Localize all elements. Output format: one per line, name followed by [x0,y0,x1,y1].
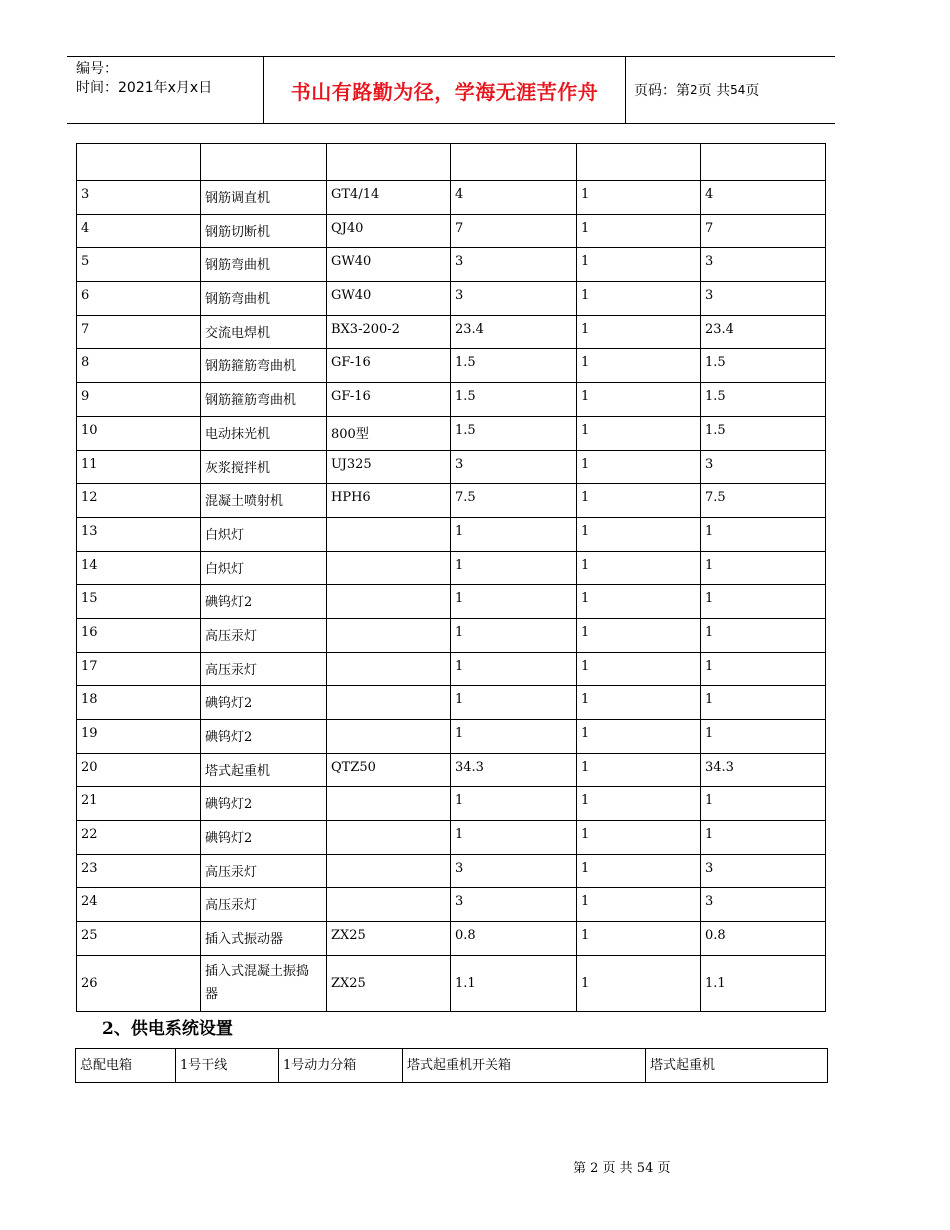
table-cell: 1 [577,181,701,215]
table-cell: 1 [577,618,701,652]
table-row [77,517,826,551]
table-cell: 3 [451,854,577,888]
table-cell: 1 [577,214,701,248]
table-cell [327,585,451,619]
table-cell: 塔式起重机 [201,753,327,787]
table-cell [701,144,826,181]
table-cell: 1 [577,484,701,518]
table-row [77,416,826,450]
table-cell: ZX25 [327,955,451,1011]
table-cell: 3 [451,248,577,282]
table-cell: 800型 [327,416,451,450]
table-cell: 24 [77,888,201,922]
table-cell: 1.5 [701,383,826,417]
equipment-name-line: 插入式混凝土振捣 [205,964,310,980]
table-cell: 1.5 [451,383,577,417]
table-cell: 25 [77,922,201,956]
table-cell [577,144,701,181]
table-cell: UJ325 [327,450,451,484]
table-cell: 白炽灯 [201,517,327,551]
table-cell: 3 [451,888,577,922]
table-cell: 1 [451,517,577,551]
table-cell: 1.5 [701,416,826,450]
table-cell: 塔式起重机 [646,1049,828,1083]
table-cell: 碘钨灯2 [201,686,327,720]
table-cell: 1 [577,248,701,282]
table-row [77,652,826,686]
table-cell: 8 [77,349,201,383]
table-row [77,854,826,888]
table-cell: 钢筋弯曲机 [201,248,327,282]
table-cell: 0.8 [701,922,826,956]
table-cell: 1 [577,517,701,551]
page-end: 页 [745,83,760,99]
table-cell: 灰浆搅拌机 [201,450,327,484]
number-label: 编号： [76,61,118,77]
table-cell: 插入式振动器 [201,922,327,956]
table-cell [201,955,327,1011]
table-cell: 6 [77,282,201,316]
table-cell [327,517,451,551]
table-cell: 7.5 [701,484,826,518]
table-cell: 20 [77,753,201,787]
table-cell: 混凝土喷射机 [201,484,327,518]
table-cell: 4 [451,181,577,215]
table-cell: 电动抹光机 [201,416,327,450]
table-cell: 13 [77,517,201,551]
table-cell: 0.8 [451,922,577,956]
table-cell: 26 [77,955,201,1011]
page-mid: 页 共 [697,83,731,99]
table-row [77,618,826,652]
table-cell: GF-16 [327,349,451,383]
table-cell: 白炽灯 [201,551,327,585]
table-cell: GW40 [327,248,451,282]
table-cell: 1 [577,821,701,855]
table-cell: 1 [577,652,701,686]
table-cell: 1 [577,383,701,417]
table-cell: 1 [577,450,701,484]
page-header [67,56,835,124]
table-cell: 1 [451,720,577,754]
table-cell: 3 [701,888,826,922]
table-cell: 9 [77,383,201,417]
table-cell: 1 [701,821,826,855]
supply-table [75,1048,828,1083]
table-cell: 22 [77,821,201,855]
table-cell: 3 [701,248,826,282]
table-cell: 1 [451,585,577,619]
table-cell: 4 [701,181,826,215]
header-meta [67,57,263,123]
table-cell: 3 [701,282,826,316]
table-cell: QTZ50 [327,753,451,787]
table-row [77,551,826,585]
table-cell: 7 [77,315,201,349]
page-label: 页码：第 [634,83,690,99]
table-cell: 高压汞灯 [201,618,327,652]
table-cell: HPH6 [327,484,451,518]
section-title: 2、供电系统设置 [102,1019,233,1039]
table-cell: 4 [77,214,201,248]
table-cell: 15 [77,585,201,619]
table-cell: 碘钨灯2 [201,585,327,619]
table-row [77,686,826,720]
table-row [77,450,826,484]
table-row [77,753,826,787]
table-cell: 钢筋箍筋弯曲机 [201,349,327,383]
table-cell: QJ40 [327,214,451,248]
table-cell: 1 [701,652,826,686]
table-row [77,181,826,215]
table-cell: 1 [577,686,701,720]
table-cell: 1 [701,720,826,754]
table-cell: 1 [701,585,826,619]
table-cell: 12 [77,484,201,518]
table-cell [327,787,451,821]
table-row [77,922,826,956]
table-cell: 1 [451,618,577,652]
header-motto: 书山有路勤为径，学海无涯苦作舟 [263,57,626,123]
table-cell: 1 [451,686,577,720]
table-cell: 高压汞灯 [201,854,327,888]
table-cell [327,652,451,686]
table-row [77,720,826,754]
table-cell: 1 [451,551,577,585]
header-page-info [626,57,835,123]
table-cell: 1 [577,416,701,450]
table-cell: 1号动力分箱 [279,1049,403,1083]
table-row [77,144,826,181]
table-cell: 1 [577,282,701,316]
table-cell: 1 [451,821,577,855]
table-cell: 1.5 [451,349,577,383]
table-cell [327,144,451,181]
table-cell: 1 [577,955,701,1011]
table-cell: 3 [701,450,826,484]
table-cell: 1 [701,787,826,821]
table-cell: GF-16 [327,383,451,417]
table-row [77,248,826,282]
table-cell: 钢筋箍筋弯曲机 [201,383,327,417]
table-cell: 1 [701,618,826,652]
table-cell: 钢筋弯曲机 [201,282,327,316]
table-cell: BX3-200-2 [327,315,451,349]
table-cell: 高压汞灯 [201,652,327,686]
table-cell: 19 [77,720,201,754]
table-cell: 34.3 [451,753,577,787]
table-cell: 总配电箱 [76,1049,176,1083]
table-cell: 23.4 [701,315,826,349]
table-cell: 1 [577,720,701,754]
table-cell: 1 [577,787,701,821]
time-label: 时间：2021年x月x日 [76,80,213,96]
page-footer: 第 2 页 共 54 页 [573,1161,671,1176]
table-cell: 1.1 [451,955,577,1011]
table-cell [327,618,451,652]
table-cell: GW40 [327,282,451,316]
table-cell: 高压汞灯 [201,888,327,922]
table-cell: 1 [701,517,826,551]
table-cell: GT4/14 [327,181,451,215]
table-cell: 18 [77,686,201,720]
table-row [77,315,826,349]
table-cell: 23.4 [451,315,577,349]
table-cell [327,720,451,754]
table-cell: 3 [701,854,826,888]
table-cell [327,551,451,585]
table-row [77,214,826,248]
table-row [77,955,826,1011]
table-cell: 10 [77,416,201,450]
table-cell: 1 [577,854,701,888]
table-cell [327,888,451,922]
table-cell: 3 [451,282,577,316]
table-cell: 钢筋切断机 [201,214,327,248]
table-cell: 钢筋调直机 [201,181,327,215]
page-total: 54 [730,83,746,97]
table-cell: 1 [701,686,826,720]
table-cell: 21 [77,787,201,821]
table-cell: 5 [77,248,201,282]
table-cell: 1 [451,787,577,821]
table-cell: 1 [577,922,701,956]
table-cell: 14 [77,551,201,585]
table-cell: 1 [577,888,701,922]
equipment-name-line: 器 [205,987,219,1003]
table-cell: 塔式起重机开关箱 [403,1049,646,1083]
table-row [77,787,826,821]
table-cell: 1 [701,551,826,585]
table-cell [451,144,577,181]
table-cell [201,144,327,181]
table-cell: 23 [77,854,201,888]
table-cell: 碘钨灯2 [201,787,327,821]
table-cell: 1.1 [701,955,826,1011]
table-cell: 1 [577,349,701,383]
table-cell: 1 [577,753,701,787]
table-cell [327,686,451,720]
table-row [77,888,826,922]
table-row [77,484,826,518]
equipment-table [76,143,826,1012]
table-cell: 1 [577,585,701,619]
table-cell: 碘钨灯2 [201,720,327,754]
table-cell: 3 [451,450,577,484]
table-cell: 1.5 [451,416,577,450]
table-cell: ZX25 [327,922,451,956]
table-row [77,349,826,383]
table-cell: 1 [577,315,701,349]
page-number: 2 [690,83,698,97]
table-cell [77,144,201,181]
table-cell: 7.5 [451,484,577,518]
table-row [76,1049,828,1083]
table-row [77,821,826,855]
table-cell: 7 [451,214,577,248]
table-cell: 1 [577,551,701,585]
table-cell: 1.5 [701,349,826,383]
table-cell: 交流电焊机 [201,315,327,349]
table-row [77,383,826,417]
table-cell: 1号干线 [176,1049,279,1083]
table-cell [327,821,451,855]
table-cell: 34.3 [701,753,826,787]
table-cell: 7 [701,214,826,248]
table-cell: 3 [77,181,201,215]
table-cell: 1 [451,652,577,686]
table-row [77,585,826,619]
table-cell: 11 [77,450,201,484]
table-cell: 17 [77,652,201,686]
table-cell: 碘钨灯2 [201,821,327,855]
table-cell [327,854,451,888]
table-row [77,282,826,316]
table-cell: 16 [77,618,201,652]
